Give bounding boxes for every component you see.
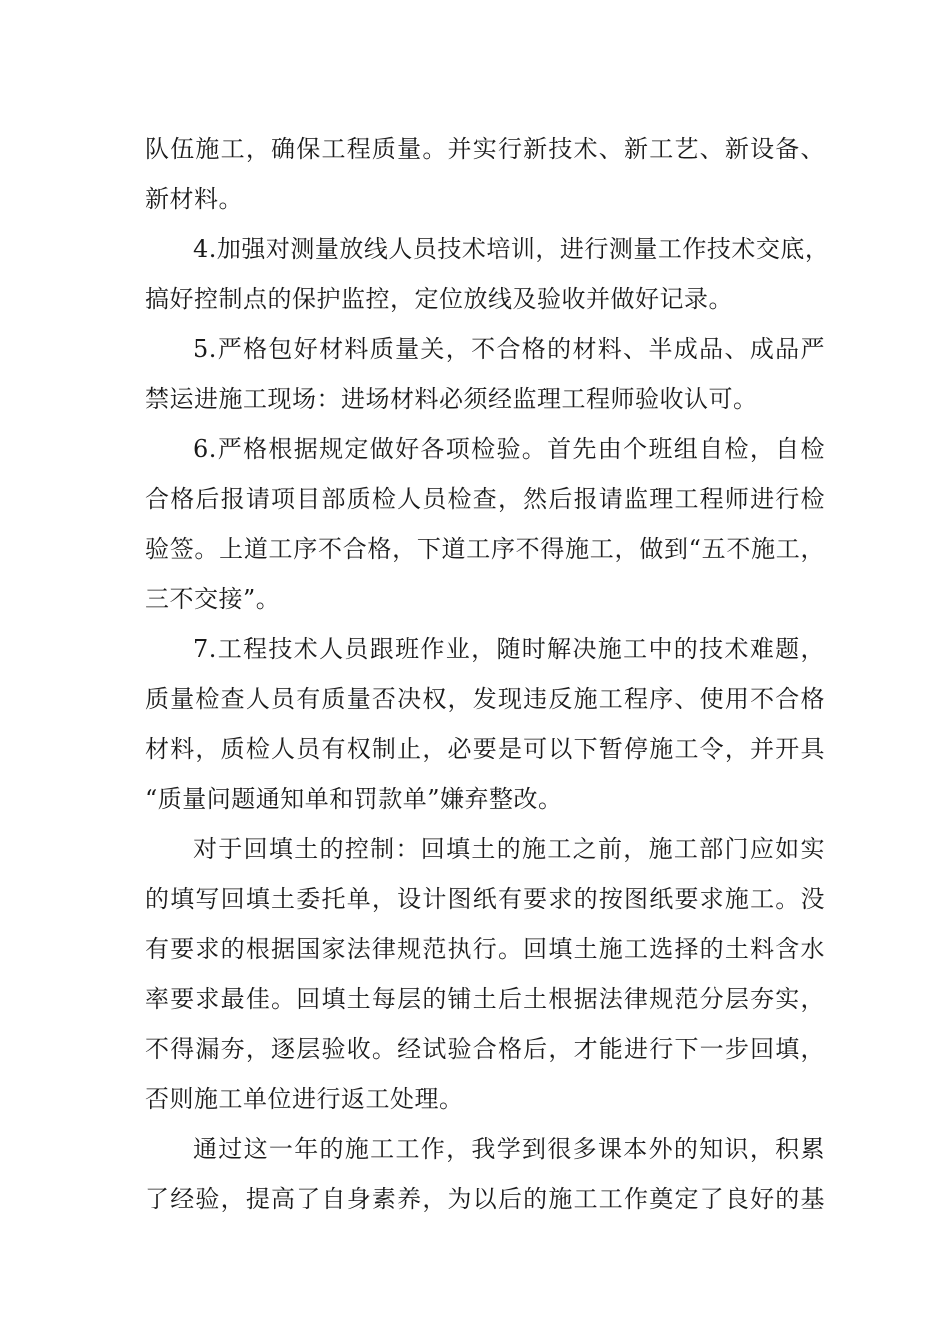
text-line: 对于回填土的控制：回填土的施工之前，施工部门应如实	[193, 835, 825, 863]
text-line: 通过这一年的施工工作，我学到很多课本外的知识，积累	[193, 1135, 825, 1163]
paragraph-summary	[145, 1124, 825, 1224]
text-line: 材料，质检人员有权制止，必要是可以下暂停施工令，并开具	[145, 735, 825, 763]
text-line: 禁运进施工现场：进场材料必须经监理工程师验收认可。	[145, 385, 758, 413]
document-page	[145, 124, 830, 1224]
text-line: 的填写回填土委托单，设计图纸有要求的按图纸要求施工。没	[145, 885, 825, 913]
text-line: 三不交接”。	[145, 585, 281, 613]
paragraph-item-5	[145, 324, 825, 424]
text-line: 7.工程技术人员跟班作业，随时解决施工中的技术难题，	[193, 635, 825, 663]
text-line: 率要求最佳。回填土每层的铺土后土根据法律规范分层夯实，	[145, 985, 825, 1013]
text-line: 了经验，提高了自身素养，为以后的施工工作奠定了良好的基	[145, 1185, 825, 1213]
paragraph-item-7	[145, 624, 825, 824]
paragraph-item-6	[145, 424, 825, 624]
text-line: 4.加强对测量放线人员技术培训，进行测量工作技术交底，	[193, 235, 830, 263]
text-line: 质量检查人员有质量否决权，发现违反施工程序、使用不合格	[145, 685, 825, 713]
text-line: 5.严格包好材料质量关，不合格的材料、半成品、成品严	[193, 335, 825, 363]
text-line: 有要求的根据国家法律规范执行。回填土施工选择的土料含水	[145, 935, 825, 963]
text-line: 合格后报请项目部质检人员检查，然后报请监理工程师进行检	[145, 485, 825, 513]
paragraph-team	[145, 124, 825, 224]
text-line: 队伍施工，确保工程质量。并实行新技术、新工艺、新设备、	[145, 135, 825, 163]
text-line: 不得漏夯，逐层验收。经试验合格后，才能进行下一步回填，	[145, 1035, 825, 1063]
text-line: 6.严格根据规定做好各项检验。首先由个班组自检，自检	[193, 435, 825, 463]
text-line: 否则施工单位进行返工处理。	[145, 1085, 464, 1113]
text-line: 验签。上道工序不合格，下道工序不得施工，做到“五不施工，	[145, 535, 825, 563]
paragraph-backfill	[145, 824, 825, 1124]
text-line: 搞好控制点的保护监控，定位放线及验收并做好记录。	[145, 285, 733, 313]
text-line: “质量问题通知单和罚款单”嫌弃整改。	[145, 785, 563, 813]
text-line: 新材料。	[145, 185, 243, 213]
paragraph-item-4	[145, 224, 830, 324]
